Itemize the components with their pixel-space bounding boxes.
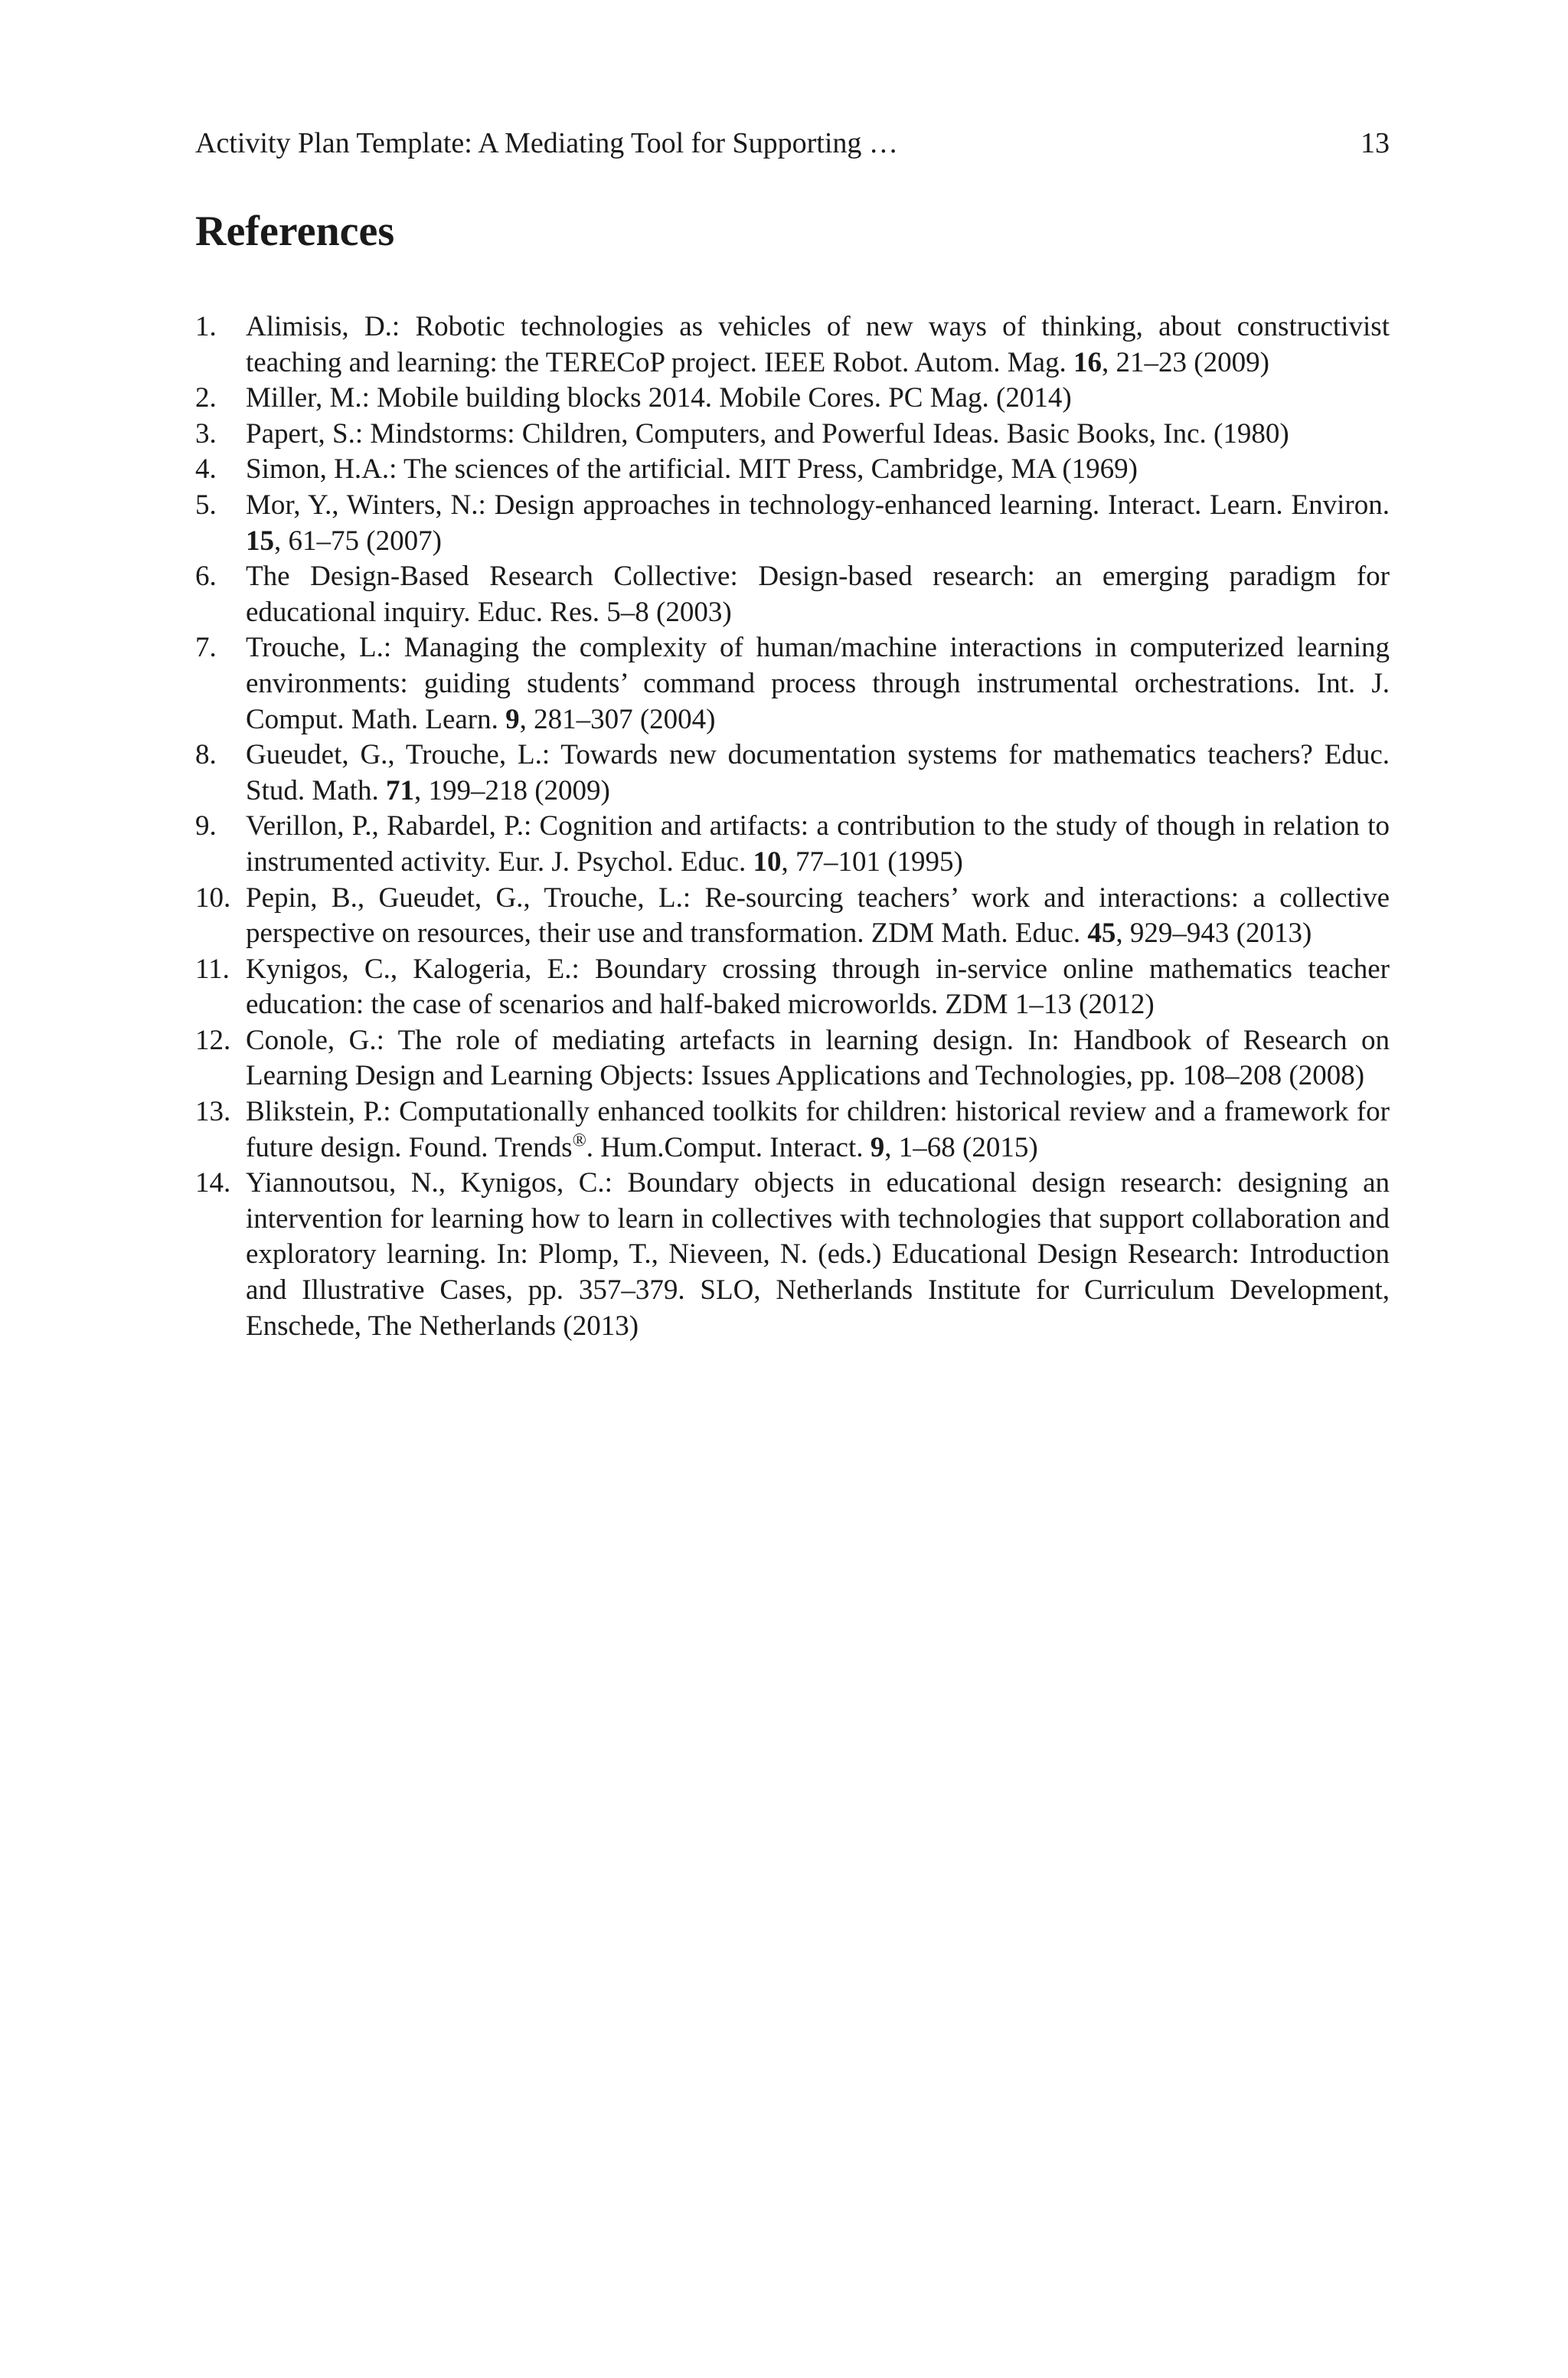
reference-number: 3.: [195, 417, 217, 450]
reference-segment: Conole, G.: The role of mediating artefacts in learning design. In: Handbook of Research on Learning Design and Learning Objects: Issues Applications and Technologies, pp. 108–208 (2008): [246, 1024, 1390, 1092]
reference-segment: Mor, Y., Winters, N.: Design approaches in technology-enhanced learning. Interact. Learn. Environ.: [246, 489, 1390, 521]
reference-text: [246, 381, 1390, 417]
reference-segment: , 21–23 (2009): [1102, 346, 1269, 378]
reference-segment: , 77–101 (1995): [781, 846, 963, 878]
reference-item: [195, 559, 1390, 630]
volume-number: 9: [870, 1131, 885, 1163]
volume-number: 16: [1073, 346, 1102, 378]
reference-number: 9.: [195, 810, 217, 842]
running-head: [195, 124, 1390, 162]
reference-number: 7.: [195, 632, 217, 664]
reference-segment: Miller, M.: Mobile building blocks 2014. Mobile Cores. PC Mag. (2014): [246, 382, 1072, 414]
reference-item: [195, 488, 1390, 559]
reference-item: [195, 809, 1390, 880]
reference-text: [246, 1023, 1390, 1094]
reference-item: [195, 1166, 1390, 1344]
reference-segment: Gueudet, G., Trouche, L.: Towards new documentation systems for mathematics teachers? Educ. Stud. Math.: [246, 739, 1390, 806]
reference-segment: Kynigos, C., Kalogeria, E.: Boundary crossing through in-service online mathematics teacher education: the case of scenarios and half-baked microworlds. ZDM 1–13 (2012): [246, 953, 1390, 1021]
registered-mark: ®: [572, 1130, 586, 1151]
reference-number: 2.: [195, 382, 217, 414]
reference-segment: Yiannoutsou, N., Kynigos, C.: Boundary objects in educational design research: designing an intervention for learning how to learn in collectives with technologies that support collaboration and exploratory learning. In: Plomp, T., Nieveen, N. (eds.) Educational Design Research: Introduction and Illustrative Cases, pp. 357–379. SLO, Netherlands Institute for Curriculum Development, Enschede, The Netherlands (2013): [246, 1167, 1390, 1342]
reference-number: 6.: [195, 561, 217, 593]
reference-segment: Simon, H.A.: The sciences of the artificial. MIT Press, Cambridge, MA (1969): [246, 453, 1138, 486]
reference-text: [246, 738, 1390, 809]
running-title: Activity Plan Template: A Mediating Tool for Supporting …: [195, 127, 898, 159]
reference-segment: Pepin, B., Gueudet, G., Trouche, L.: Re-sourcing teachers’ work and interactions: a collective perspective on resources, their use and transformation. ZDM Math. Educ.: [246, 882, 1390, 950]
reference-item: [195, 1094, 1390, 1166]
reference-number: 11.: [195, 953, 230, 985]
reference-item: [195, 417, 1390, 453]
reference-segment: Alimisis, D.: Robotic technologies as vehicles of new ways of thinking, about constructivist teaching and learning: the TERECoP project. IEEE Robot. Autom. Mag.: [246, 311, 1390, 378]
reference-list: [195, 309, 1390, 1344]
reference-item: [195, 1023, 1390, 1094]
reference-number: 12.: [195, 1024, 231, 1056]
volume-number: 15: [246, 525, 274, 557]
reference-number: 5.: [195, 489, 217, 521]
reference-text: [246, 559, 1390, 630]
reference-segment: , 61–75 (2007): [274, 525, 442, 557]
reference-item: [195, 952, 1390, 1023]
reference-text: [246, 630, 1390, 738]
reference-text: [246, 1166, 1390, 1344]
reference-segment: Blikstein, P.: Computationally enhanced toolkits for children: historical review and a framework for future design. Found. Trends: [246, 1096, 1390, 1163]
reference-segment: Trouche, L.: Managing the complexity of human/machine interactions in computerized learning environments: guiding students’ command process through instrumental orchestrations. Int. J. Comput. Math. Learn.: [246, 632, 1390, 735]
volume-number: 71: [385, 774, 414, 806]
reference-segment: , 281–307 (2004): [519, 703, 716, 735]
reference-number: 13.: [195, 1096, 231, 1128]
reference-text: [246, 809, 1390, 880]
reference-segment: Verillon, P., Rabardel, P.: Cognition and artifacts: a contribution to the study of though in relation to instrumented activity. Eur. J. Psychol. Educ.: [246, 810, 1390, 878]
volume-number: 9: [505, 703, 520, 735]
reference-item: [195, 452, 1390, 488]
reference-segment: , 1–68 (2015): [884, 1131, 1038, 1163]
reference-text: [246, 488, 1390, 559]
reference-item: [195, 881, 1390, 952]
reference-number: 14.: [195, 1167, 231, 1199]
reference-number: 8.: [195, 739, 217, 771]
reference-number: 1.: [195, 311, 217, 342]
reference-text: [246, 452, 1390, 488]
volume-number: 10: [753, 846, 782, 878]
volume-number: 45: [1087, 918, 1116, 950]
reference-segment: Papert, S.: Mindstorms: Children, Computers, and Powerful Ideas. Basic Books, Inc. (1980): [246, 417, 1289, 450]
reference-item: [195, 738, 1390, 809]
reference-item: [195, 630, 1390, 738]
reference-segment: , 199–218 (2009): [413, 774, 610, 806]
reference-text: [246, 309, 1390, 381]
reference-segment: The Design-Based Research Collective: Design-based research: an emerging paradigm for educational inquiry. Educ. Res. 5–8 (2003): [246, 561, 1390, 628]
reference-segment: , 929–943 (2013): [1116, 918, 1312, 950]
reference-item: [195, 381, 1390, 417]
reference-text: [246, 952, 1390, 1023]
reference-segment: . Hum.Comput. Interact.: [586, 1131, 871, 1163]
page-number: 13: [1361, 127, 1390, 159]
reference-number: 4.: [195, 453, 217, 486]
references-heading: References: [195, 208, 395, 255]
reference-text: [246, 417, 1390, 453]
reference-text: [246, 881, 1390, 952]
reference-text: [246, 1094, 1390, 1166]
reference-number: 10.: [195, 882, 231, 914]
reference-item: [195, 309, 1390, 381]
